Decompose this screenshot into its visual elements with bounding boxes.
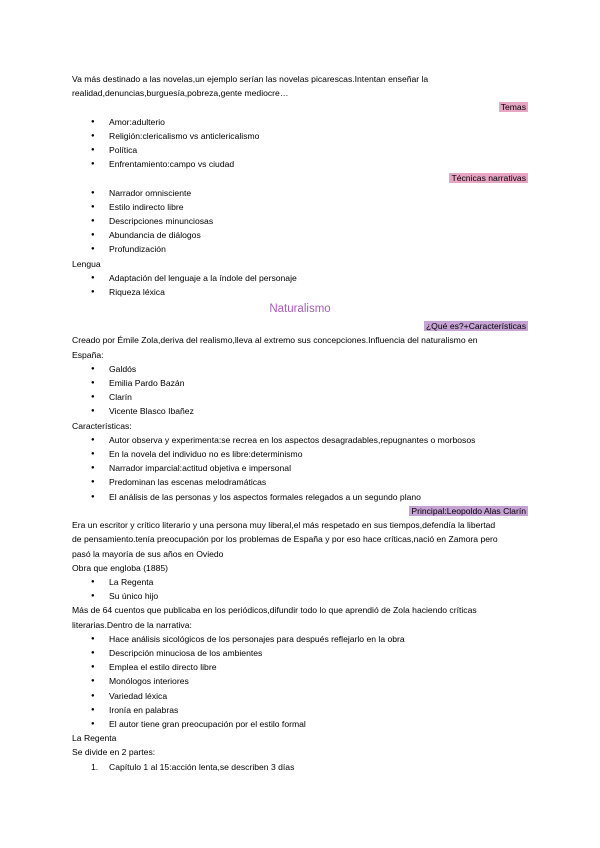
temas-heading-row: [72, 100, 528, 114]
tecnicas-list: [72, 186, 528, 257]
narrativa-list: [72, 632, 528, 731]
list-item: ● Política: [109, 143, 528, 157]
list-item: ● Estilo indirecto libre: [109, 200, 528, 214]
caracteristicas-label: Características:: [72, 420, 132, 431]
list-item: ● Vicente Blasco Ibañez: [109, 404, 528, 418]
document-body: [72, 72, 528, 774]
list-item: ● Abundancia de diálogos: [109, 228, 528, 242]
list-item: ● Narrador imparcial:actitud objetiva e impersonal: [109, 461, 528, 475]
caracteristicas-list: [72, 433, 528, 504]
clarin-bio-3: pasó la mayoría de sus años en Oviedo: [72, 548, 224, 559]
temas-heading: Temas: [500, 102, 526, 113]
list-item: ● Narrador omnisciente: [109, 186, 528, 200]
list-item: ● Monólogos interiores: [109, 674, 528, 688]
list-item: ● Profundización: [109, 242, 528, 256]
obra-label: Obra que engloba (1885): [72, 562, 169, 573]
naturalismo-title: Naturalismo: [269, 303, 331, 316]
list-item: ● Hace análisis sicológicos de los personajes para después reflejarlo en la obra: [109, 632, 528, 646]
intro-line-1: Va más destinado a las novelas,un ejemplo serían las novelas picarescas.Intentan enseñar la: [72, 74, 429, 84]
clarin-heading: Principal:Leopoldo Alas Clarín: [411, 505, 526, 516]
clarin-bio-1: Era un escritor y crítico literario y una persona muy liberal,el más respetado en sus tiempos,defendía la libertad: [72, 520, 496, 531]
naturalismo-heading: ¿Qué es?+Características: [425, 321, 526, 332]
list-item: ● Galdós: [109, 362, 528, 376]
list-item: ● Adaptación del lenguaje a la índole del personaje: [109, 271, 528, 285]
list-item: ● Descripciones minunciosas: [109, 214, 528, 228]
regenta-divide: Se divide en 2 partes:: [72, 747, 156, 758]
cuentos-line-2: literarias.Dentro de la narrativa:: [72, 619, 192, 630]
naturalismo-intro-2: España:: [72, 349, 104, 360]
tecnicas-heading-row: [72, 171, 528, 185]
list-item: 1. Capítulo 1 al 15:acción lenta,se describen 3 días: [109, 760, 528, 774]
naturalismo-intro-1: Creado por Émile Zola,deriva del realismo,lleva al extremo sus concepciones.Influencia del naturalismo en: [72, 335, 478, 346]
intro-line-2: realidad,denuncias,burguesía,pobreza,gente mediocre…: [72, 88, 289, 99]
list-item: ● Predominan las escenas melodramáticas: [109, 475, 528, 489]
list-item: ● Descripción minuciosa de los ambientes: [109, 646, 528, 660]
lengua-label: Lengua: [72, 258, 101, 269]
cuentos-line-1: Más de 64 cuentos que publicaba en los periódicos,difundir todo lo que aprendió de Zola haciendo críticas: [72, 605, 477, 616]
list-item: ● Amor:adulterio: [109, 115, 528, 129]
regenta-parts-list: [72, 760, 528, 774]
list-item: ● El autor tiene gran preocupación por el estilo formal: [109, 717, 528, 731]
list-item: ● Ironía en palabras: [109, 703, 528, 717]
list-item: ● Emplea el estilo directo libre: [109, 660, 528, 674]
list-item: ● En la novela del individuo no es libre:determinismo: [109, 447, 528, 461]
tecnicas-heading: Técnicas narrativas: [451, 173, 526, 184]
list-item: ● Variedad léxica: [109, 689, 528, 703]
authors-list: [72, 362, 528, 419]
list-item: ● Autor observa y experimenta:se recrea en los aspectos desagradables,repugnantes o morbosos: [109, 433, 528, 447]
clarin-heading-row: [72, 504, 528, 518]
list-item: ● El análisis de las personas y los aspectos formales relegados a un segundo plano: [109, 490, 528, 504]
list-item: ● La Regenta: [109, 575, 528, 589]
list-item: ● Emilia Pardo Bazán: [109, 376, 528, 390]
obras-list: [72, 575, 528, 603]
list-item: ● Su único hijo: [109, 589, 528, 603]
naturalismo-heading-row: [72, 319, 528, 333]
list-item: ● Riqueza léxica: [109, 285, 528, 299]
temas-list: [72, 115, 528, 172]
lengua-list: [72, 271, 528, 299]
list-item: ● Clarín: [109, 390, 528, 404]
list-item: ● Enfrentamiento:campo vs ciudad: [109, 157, 528, 171]
list-item: ● Religión:clericalismo vs anticlericalismo: [109, 129, 528, 143]
regenta-label: La Regenta: [72, 733, 117, 744]
clarin-bio-2: de pensamiento.tenía preocupación por los problemas de España y por eso hace críticas,nació en Zamora pero: [72, 534, 498, 545]
